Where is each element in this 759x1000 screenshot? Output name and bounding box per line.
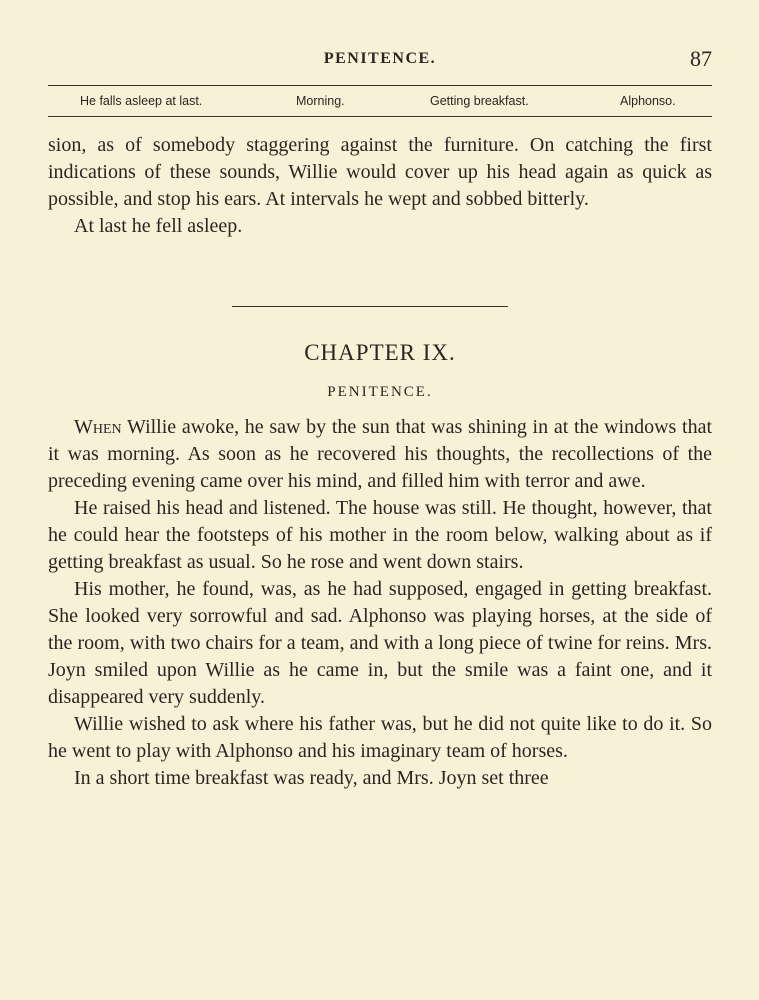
paragraph: He raised his head and listened. The house was still. He thought, however, that he could hear the footsteps of his mother in the room below, walking about as if getting breakfast as usual. So he rose and went down stairs. [48, 497, 712, 573]
topic-item: He falls asleep at last. [80, 94, 203, 108]
chapter-heading: CHAPTER IX. [304, 340, 456, 365]
chapter-subtitle: PENITENCE. [327, 384, 433, 400]
opening-word: When [74, 416, 122, 438]
previous-chapter-text [48, 132, 712, 240]
paragraph: In a short time breakfast was ready, and Mrs. Joyn set three [74, 767, 549, 789]
topic-summary-bar [48, 85, 712, 117]
opening-text: Willie awoke, he saw by the sun that was shining in at the windows that it was morning. As soon as he recovered his thoughts, the recollections of the preceding evening came over his mind, and filled him with terror and awe. [48, 416, 712, 492]
section-divider [232, 306, 508, 307]
paragraph: sion, as of somebody staggering against the furniture. On catching the first indications of these sounds, Willie would cover up his head again as quick as possible, and stop his ears. At intervals he wept and sobbed bitterly. [48, 134, 712, 210]
chapter-body [48, 414, 712, 792]
topic-item: Alphonso. [620, 94, 676, 108]
paragraph: His mother, he found, was, as he had supposed, engaged in getting breakfast. She looked very sorrowful and sad. Alphonso was playing horses, at the side of the room, with two chairs for a team, and with a long piece of twine for reins. Mrs. Joyn smiled upon Willie as he came in, but the smile was a faint one, and it disappeared very suddenly. [48, 578, 712, 708]
opening-paragraph [48, 414, 712, 495]
page-number: 87 [690, 46, 712, 71]
paragraph: Willie wished to ask where his father was, but he did not quite like to do it. So he went to play with Alphonso and his imaginary team of horses. [48, 713, 712, 762]
running-title: PENITENCE. [323, 50, 437, 67]
running-head [48, 46, 712, 76]
paragraph: At last he fell asleep. [74, 215, 243, 237]
topic-item: Morning. [296, 94, 345, 108]
topic-item: Getting breakfast. [430, 94, 529, 108]
